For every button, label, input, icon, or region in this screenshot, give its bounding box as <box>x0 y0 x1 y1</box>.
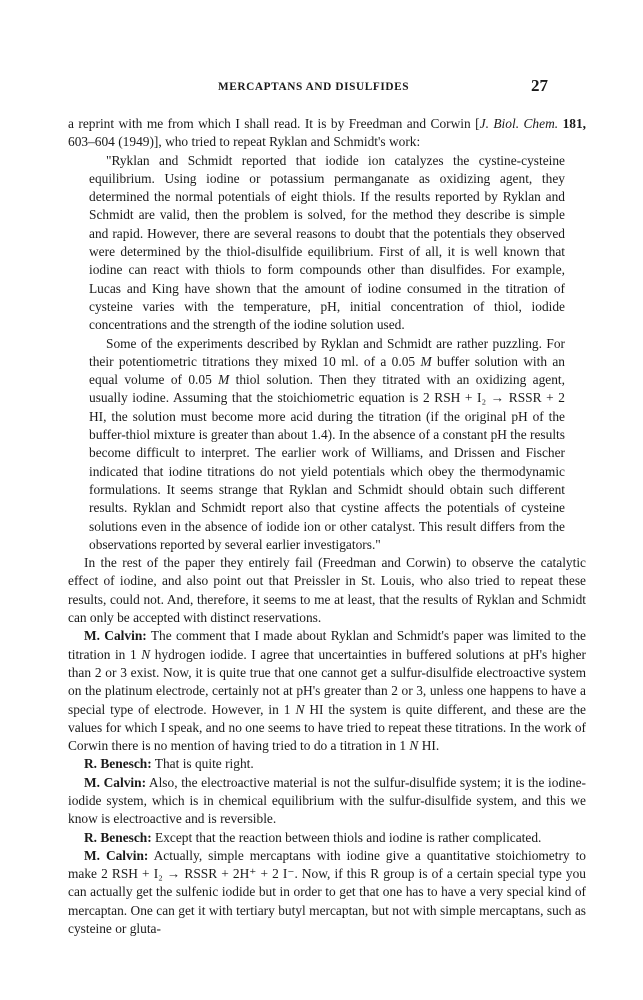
calvin1-text-b: hydrogen iodide. I agree that uncertainties in buffered solutions at pH's higher than 2 or 3 exist. Now, it is quite true that one cannot get a sulfur-disulfide electroactive system on the platinum electrode, certainly not at pH's greater than 2 or 3, unless one happens to have a special type of electrode. However, in 1 <box>68 646 586 717</box>
benesch2-text: Except that the reaction between thiols and iodine is rather complicated. <box>151 829 542 845</box>
calvin-paragraph-3 <box>68 847 586 938</box>
journal-name: J. Biol. Chem. <box>479 116 559 131</box>
speaker-name: R. Benesch: <box>84 829 152 845</box>
normal-unit: N <box>141 646 151 662</box>
speaker-name: M. Calvin: <box>84 774 147 790</box>
journal-volume: 181, <box>562 116 586 131</box>
after-quote-paragraph: In the rest of the paper they entirely fail (Freedman and Corwin) to observe the catalytic effect of iodine, and also point out that Preissler in St. Louis, who also tried to repeat these results, could not. And, therefore, it seems to me at least, that the results of Ryklan and Schmidt can only be accepted with distinct reservations. <box>68 555 586 626</box>
calvin-paragraph-1 <box>68 627 586 755</box>
running-head: MERCAPTANS AND DISULFIDES <box>218 81 410 93</box>
speaker-name: M. Calvin: <box>84 628 147 644</box>
quote-paragraph-2 <box>89 335 565 555</box>
calvin1-text-a: The comment that I made about Ryklan and Schmidt's paper was limited to the titration in 1 <box>68 628 586 662</box>
quote-p2-text-c: thiol solution. Then they titrated with an oxidizing agent, usually iodine. Assuming that the stoichiometric equation is 2 RSH + I₂ → RSSR + 2 HI, the solution must become more acid during the titration (if the original pH of the buffer-thiol mixture is greater than about 1.4). In the absence of a constant pH the results become difficult to interpret. The earlier work of Williams, and Drissen and Fischer indicated that iodine titrations do not yield potentials which obey the thermodynamic formulations. It seems strange that Ryklan and Schmidt should obtain such different results. Ryklan and Schmidt report also that cystine affects the potentials of cysteine solutions even in the absence of iodide ion or other catalyst. This result differs from the observations reported by several earlier investigators." <box>89 372 565 552</box>
block-quote <box>68 152 586 555</box>
intro-paragraph <box>68 115 586 152</box>
benesch-paragraph-2 <box>68 829 586 847</box>
benesch1-text: That is quite right. <box>151 756 254 772</box>
quote-p2-text-b: buffer solution with an equal volume of 0.05 <box>89 353 565 388</box>
normal-unit: N <box>295 701 305 717</box>
intro-text-b: 603–604 (1949)], who tried to repeat Ryklan and Schmidt's work: <box>68 134 421 150</box>
benesch-paragraph-1 <box>68 755 586 773</box>
page-number: 27 <box>531 76 548 95</box>
calvin1-text-d: HI. <box>418 738 440 754</box>
speaker-name: M. Calvin: <box>84 847 149 863</box>
speaker-name: R. Benesch: <box>84 756 152 772</box>
molar-unit: M <box>218 372 230 388</box>
calvin-paragraph-2 <box>68 774 586 829</box>
calvin2-text: Also, the electroactive material is not the sulfur-disulfide system; it is the iodine-iodide system, which is in chemical equilibrium with the sulfur-disulfide system, and this we know is electroactive and is reversible. <box>68 774 586 827</box>
quote-paragraph-1: "Ryklan and Schmidt reported that iodide ion catalyzes the cystine-cysteine equilibrium. Using iodine or potassium permanganate as oxidizing agent, they determined the normal potentials of eight thiols. If the results reported by Ryklan and Schmidt are valid, then the problem is solved, for the method they describe is simple and rapid. However, there are several reasons to doubt that the potentials they observed were determined by the thiol-disulfide equilibrium. First of all, it is well known that iodine can react with thiols to form compounds other than disulfides. For example, Lucas and King have shown that the amount of iodine consumed in the titration of cysteine varies with the temperature, pH, initial concentration of thiol, iodide concentrations and the strength of the iodine solution used. <box>89 152 565 333</box>
intro-text-a: a reprint with me from which I shall read. It is by Freedman and Corwin [ <box>68 116 480 131</box>
calvin1-text-c: HI the system is quite different, and these are the values for which I speak, and no one seems to have tried to repeat these titrations. In the work of Corwin there is no mention of having tried to do a titration in 1 <box>68 701 586 754</box>
page-header <box>0 78 643 102</box>
body-text <box>68 115 586 938</box>
molar-unit: M <box>420 353 432 369</box>
normal-unit: N <box>409 738 419 754</box>
calvin3-text: Actually, simple mercaptans with iodine give a quantitative stoichiometry to make 2 RSH + I₂ → RSSR + 2H⁺ + 2 I⁻. Now, if this R group is of a certain special type you can actually get the sulfenic iodide but in order to get that one has to have a very special kind of mercaptan. One can get it with tertiary butyl mercaptan, but not with simple mercaptans, such as cysteine or gluta- <box>68 847 586 937</box>
quote-p2-text-a: Some of the experiments described by Ryklan and Schmidt are rather puzzling. For their potentiometric titrations they mixed 10 ml. of a 0.05 <box>89 335 565 369</box>
